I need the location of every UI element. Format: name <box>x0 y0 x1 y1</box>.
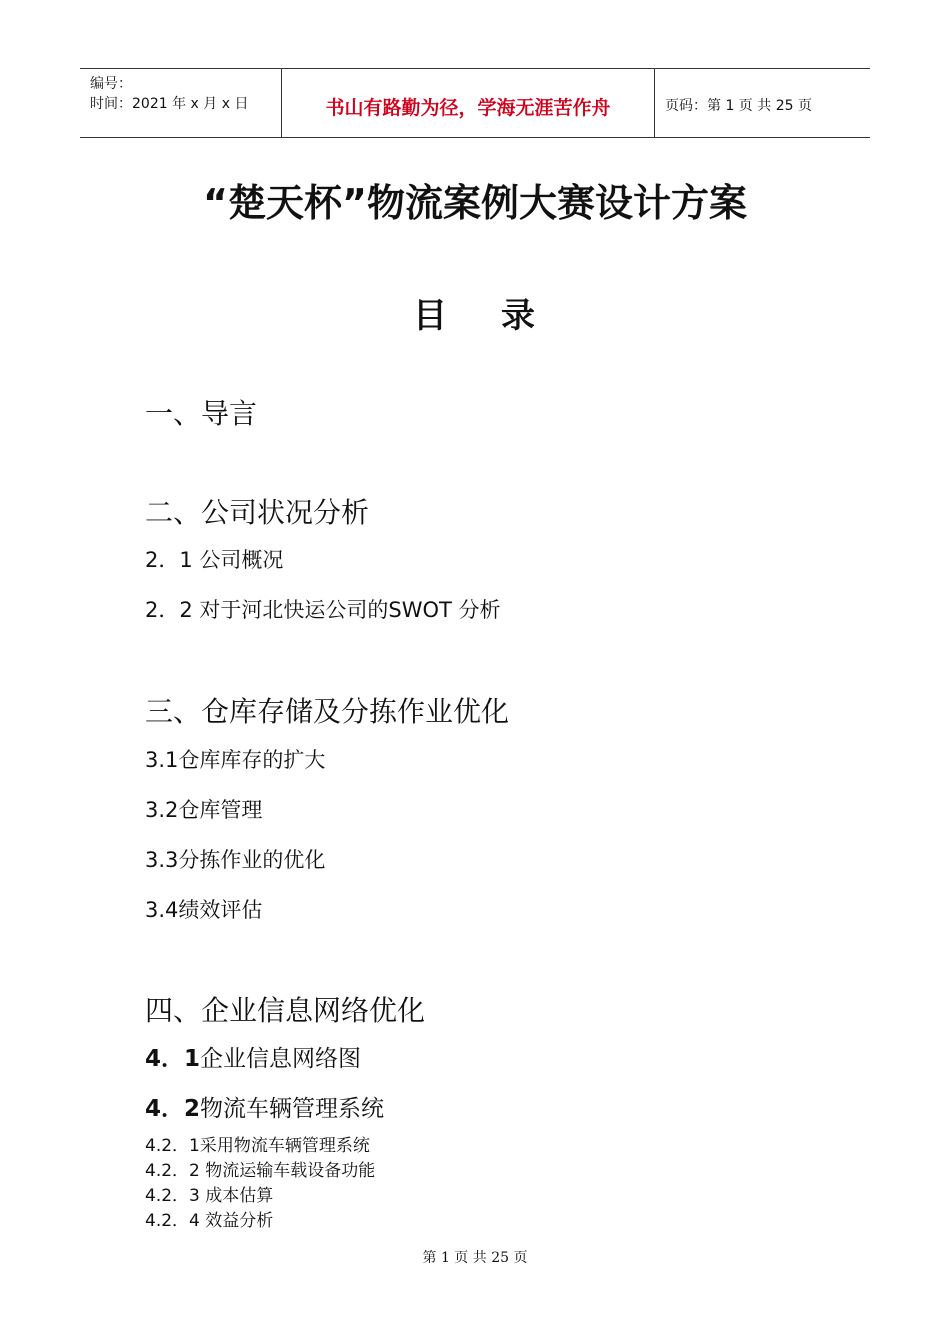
document-number-label: 编号： <box>90 76 132 92</box>
toc-heading <box>0 288 950 337</box>
toc-heading-left: 目 <box>413 296 449 336</box>
document-date: 时间：2021 年 x 月 x 日 <box>90 96 249 112</box>
toc-subsection-label: 物流车辆管理系统 <box>200 1096 385 1122</box>
toc-subsection-label: 企业信息网络图 <box>200 1046 362 1072</box>
toc-subsection-3-4[interactable]: 3.4绩效评估 <box>145 898 263 922</box>
toc-section-1[interactable]: 一、导言 <box>145 397 258 430</box>
toc-section-2[interactable]: 二、公司状况分析 <box>145 496 370 529</box>
toc-subsection-3-1[interactable]: 3.1仓库库存的扩大 <box>145 748 326 772</box>
toc-subsection-number: 4．1 <box>145 1046 201 1072</box>
toc-section-4[interactable]: 四、企业信息网络优化 <box>145 994 426 1027</box>
toc-heading-right: 录 <box>501 296 537 336</box>
page-info: 页码：第 1 页 共 25 页 <box>665 98 812 114</box>
toc-subsection-4-1[interactable] <box>145 1040 361 1073</box>
header-table <box>80 68 870 138</box>
header-meta-cell <box>80 69 282 137</box>
toc-item-4-2-1[interactable]: 4.2．1采用物流车辆管理系统 <box>145 1136 370 1156</box>
header-motto-cell <box>282 69 655 137</box>
toc-item-4-2-4[interactable]: 4.2．4 效益分析 <box>145 1211 274 1231</box>
toc-subsection-4-2[interactable] <box>145 1090 384 1123</box>
motto-text: 书山有路勤为径，学海无涯苦作舟 <box>325 97 611 119</box>
toc-item-4-2-3[interactable]: 4.2．3 成本估算 <box>145 1186 274 1206</box>
toc-section-3[interactable]: 三、仓库存储及分拣作业优化 <box>145 695 510 728</box>
header-page-cell <box>655 69 870 137</box>
toc-subsection-number: 4．2 <box>145 1096 201 1122</box>
document-title: “楚天杯”物流案例大赛设计方案 <box>203 181 747 225</box>
toc-subsection-3-2[interactable]: 3.2仓库管理 <box>145 798 263 822</box>
toc-subsection-3-3[interactable]: 3.3分拣作业的优化 <box>145 848 326 872</box>
page-footer: 第 1 页 共 25 页 <box>422 1250 528 1266</box>
toc-item-4-2-2[interactable]: 4.2．2 物流运输车载设备功能 <box>145 1161 376 1181</box>
toc-subsection-2-1[interactable]: 2．1 公司概况 <box>145 548 284 572</box>
toc-subsection-2-2[interactable]: 2．2 对于河北快运公司的SWOT 分析 <box>145 598 501 622</box>
